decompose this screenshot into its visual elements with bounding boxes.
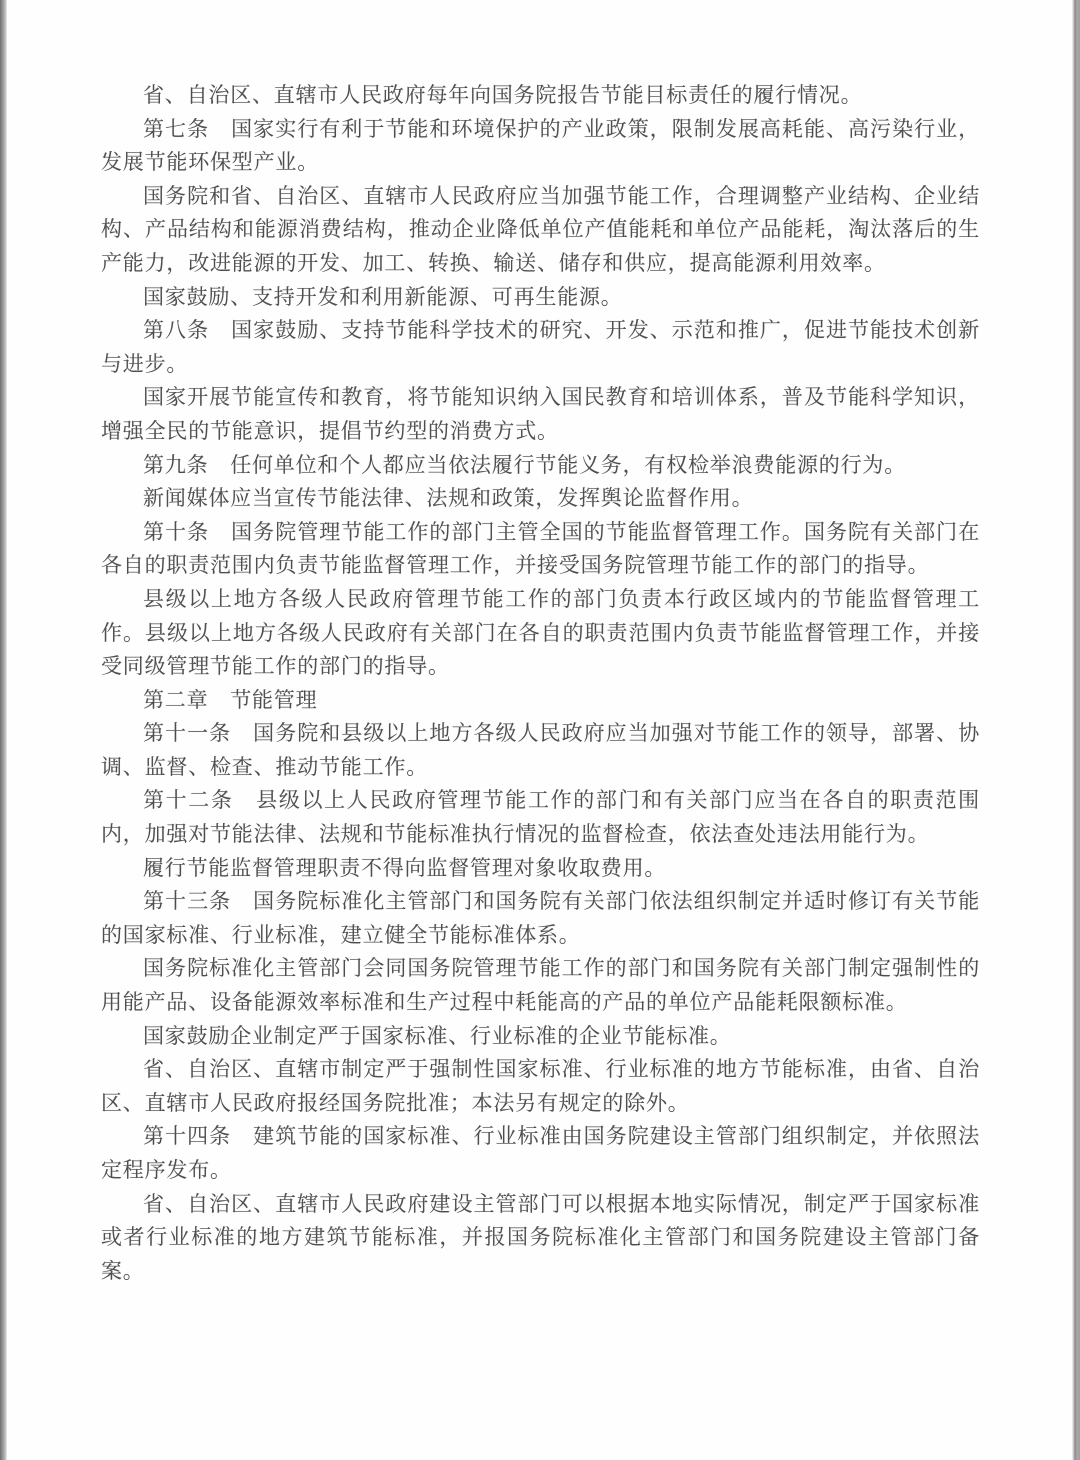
paragraph: 省、自治区、直辖市人民政府每年向国务院报告节能目标责任的履行情况。	[143, 83, 863, 107]
paragraph: 国家开展节能宣传和教育，将节能知识纳入国民教育和培训体系，普及节能科学知识，增强全民的节能意识，提倡节约型的消费方式。	[101, 385, 980, 443]
paragraph: 国务院标准化主管部门会同国务院管理节能工作的部门和国务院有关部门制定强制性的用能产品、设备能源效率标准和生产过程中耗能高的产品的单位产品能耗限额标准。	[101, 956, 980, 1015]
paragraph: 第十一条 国务院和县级以上地方各级人民政府应当加强对节能工作的领导，部署、协调、监督、检查、推动节能工作。	[101, 721, 980, 779]
paragraph: 第九条 任何单位和个人都应当依法履行节能义务，有权检举浪费能源的行为。	[143, 452, 906, 477]
paragraph: 国家鼓励企业制定严于国家标准、行业标准的企业节能标准。	[143, 1023, 732, 1048]
paragraph: 第八条 国家鼓励、支持节能科学技术的研究、开发、示范和推广，促进节能技术创新与进步。	[101, 318, 980, 376]
paragraph: 县级以上地方各级人民政府管理节能工作的部门负责本行政区域内的节能监督管理工作。县级以上地方各级人民政府有关部门在各自的职责范围内负责节能监督管理工作，并接受同级管理节能工作的部门的指导。	[101, 586, 980, 679]
paragraph: 第十三条 国务院标准化主管部门和国务院有关部门依法组织制定并适时修订有关节能的国家标准、行业标准，建立健全节能标准体系。	[101, 889, 980, 947]
text-column	[101, 79, 980, 1288]
paragraph: 第十二条 县级以上人民政府管理节能工作的部门和有关部门应当在各自的职责范围内，加强对节能法律、法规和节能标准执行情况的监督检查，依法查处违法用能行为。	[101, 788, 980, 847]
paragraph: 第七条 国家实行有利于节能和环境保护的产业政策，限制发展高耗能、高污染行业，发展节能环保型产业。	[101, 116, 980, 175]
paragraph: 第二章 节能管理	[143, 687, 318, 712]
paragraph: 国家鼓励、支持开发和利用新能源、可再生能源。	[143, 284, 623, 309]
paragraph: 省、自治区、直辖市人民政府建设主管部门可以根据本地实际情况，制定严于国家标准或者行业标准的地方建筑节能标准，并报国务院标准化主管部门和国务院建设主管部门备案。	[101, 1191, 980, 1283]
page-edge-right	[1072, 0, 1080, 1460]
paragraph: 第十四条 建筑节能的国家标准、行业标准由国务院建设主管部门组织制定，并依照法定程序发布。	[101, 1124, 980, 1182]
page-edge-left	[0, 0, 7, 1460]
paragraph: 履行节能监督管理职责不得向监督管理对象收取费用。	[143, 855, 667, 880]
paragraph: 省、自治区、直辖市制定严于强制性国家标准、行业标准的地方节能标准，由省、自治区、直辖市人民政府报经国务院批准；本法另有规定的除外。	[101, 1057, 980, 1115]
paragraph: 国务院和省、自治区、直辖市人民政府应当加强节能工作，合理调整产业结构、企业结构、产品结构和能源消费结构，推动企业降低单位产值能耗和单位产品能耗，淘汰落后的生产能力，改进能源的开发、加工、转换、输送、储存和供应，提高能源利用效率。	[101, 183, 980, 275]
paragraph: 新闻媒体应当宣传节能法律、法规和政策，发挥舆论监督作用。	[143, 486, 754, 511]
paragraph: 第十条 国务院管理节能工作的部门主管全国的节能监督管理工作。国务院有关部门在各自的职责范围内负责节能监督管理工作，并接受国务院管理节能工作的部门的指导。	[101, 519, 980, 578]
